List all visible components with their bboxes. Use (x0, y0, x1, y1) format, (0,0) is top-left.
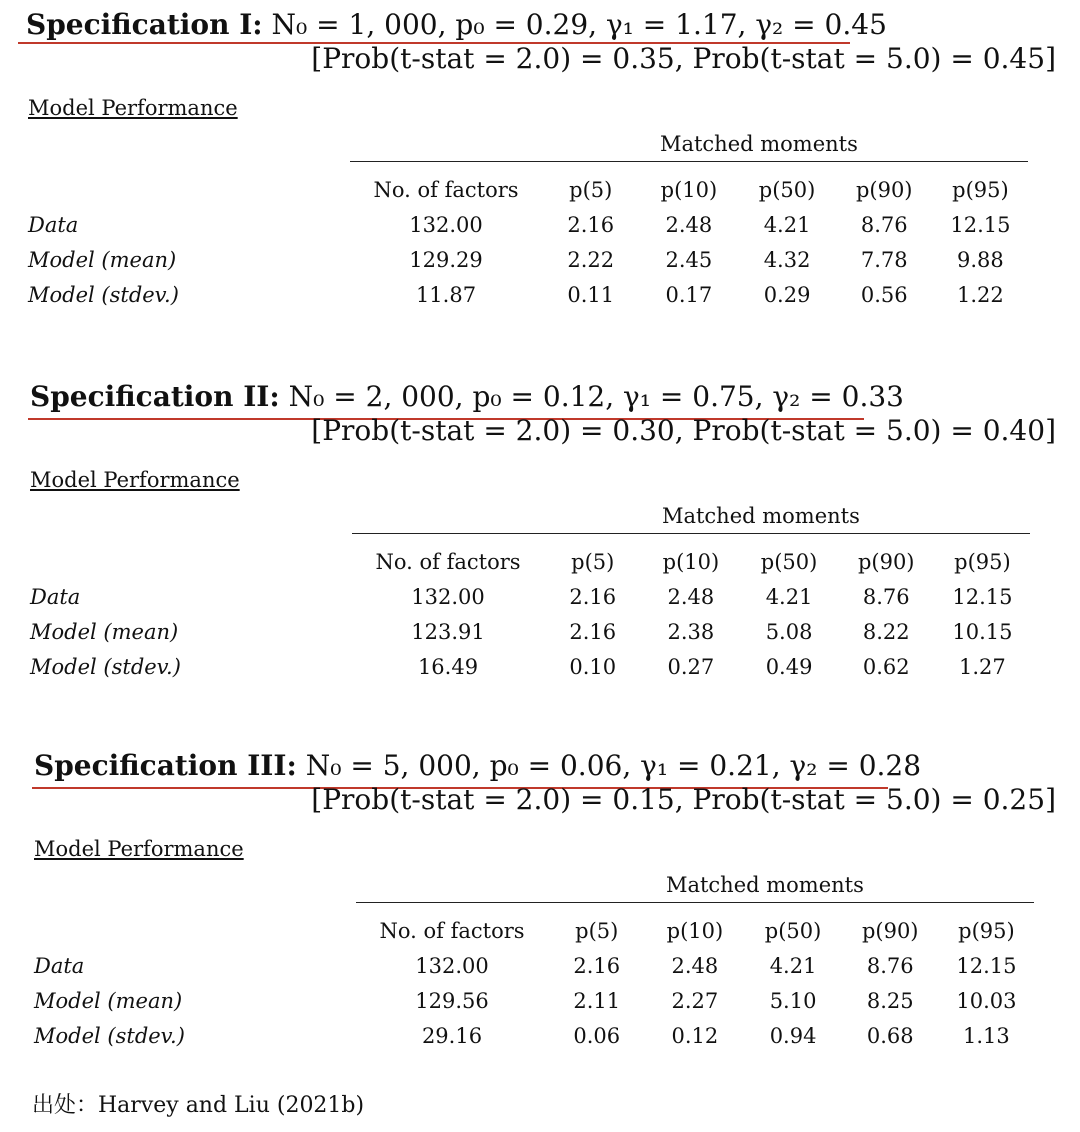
col-header: No. of factors (375, 549, 521, 574)
table-row (34, 1018, 1034, 1053)
cell: 8.76 (866, 953, 914, 978)
cell: 0.49 (765, 654, 813, 679)
table-header-row (34, 913, 1034, 948)
spec-prob: [Prob(t-stat = 2.0) = 0.30, Prob(t-stat = 5.0) = 0.40] (311, 414, 1056, 447)
col-header: p(50) (758, 177, 816, 202)
row-label: Model (stdev.) (30, 654, 181, 679)
cell: 1.13 (963, 1023, 1010, 1048)
cell: 12.15 (952, 584, 1013, 609)
cell: 0.56 (860, 282, 908, 307)
row-label: Model (mean) (34, 988, 183, 1013)
spec-title-label: Specification III: (34, 749, 297, 782)
col-header: p(90) (857, 549, 915, 574)
performance-table (30, 498, 1030, 684)
table-header-row (28, 172, 1028, 207)
cell: 129.56 (415, 988, 489, 1013)
col-header: p(50) (764, 918, 822, 943)
matched-moments-header: Matched moments (659, 131, 858, 156)
spec-prob: [Prob(t-stat = 2.0) = 0.35, Prob(t-stat = 5.0) = 0.45] (311, 42, 1056, 75)
col-header: p(10) (666, 918, 724, 943)
cell: 11.87 (415, 282, 477, 307)
col-header: p(90) (855, 177, 913, 202)
cell: 1.22 (957, 282, 1004, 307)
cell: 2.16 (567, 212, 615, 237)
performance-table (28, 126, 1028, 312)
col-header: p(95) (954, 549, 1011, 574)
col-header: p(10) (660, 177, 718, 202)
spec-params: N₀ = 2, 000, p₀ = 0.12, γ₁ = 0.75, γ₂ = 0.33 (288, 380, 904, 413)
cell: 10.03 (956, 988, 1017, 1013)
cell: 8.22 (862, 619, 910, 644)
cell: 2.16 (573, 953, 621, 978)
table-row (28, 207, 1028, 242)
cell: 2.16 (569, 584, 617, 609)
col-header: p(5) (575, 918, 619, 943)
cell: 2.16 (569, 619, 617, 644)
performance-table (34, 867, 1034, 1053)
cell: 9.88 (957, 247, 1004, 272)
col-header: No. of factors (379, 918, 525, 943)
matched-moments-header: Matched moments (661, 503, 860, 528)
table-row (28, 277, 1028, 312)
spec-title (30, 380, 904, 413)
cell: 2.45 (665, 247, 713, 272)
cell: 132.00 (415, 953, 489, 978)
row-label: Model (stdev.) (28, 282, 179, 307)
cell: 0.94 (769, 1023, 817, 1048)
cell: 1.27 (959, 654, 1006, 679)
cell: 0.10 (569, 654, 617, 679)
cell: 2.38 (667, 619, 715, 644)
table-row (34, 983, 1034, 1018)
row-label: Model (mean) (28, 247, 177, 272)
cell: 0.62 (862, 654, 910, 679)
model-performance-label: Model Performance (30, 468, 240, 492)
source-citation: 出处：Harvey and Liu (2021b) (32, 1093, 365, 1118)
cell: 0.17 (665, 282, 713, 307)
table-row (34, 948, 1034, 983)
cell: 0.29 (763, 282, 811, 307)
table-row (28, 242, 1028, 277)
cell: 12.15 (956, 953, 1017, 978)
model-performance-label: Model Performance (34, 837, 244, 861)
spec-prob: [Prob(t-stat = 2.0) = 0.15, Prob(t-stat = 5.0) = 0.25] (311, 783, 1056, 816)
col-header: p(5) (571, 549, 615, 574)
cell: 8.25 (866, 988, 914, 1013)
cell: 4.21 (765, 584, 813, 609)
cell: 132.00 (409, 212, 483, 237)
cell: 0.27 (667, 654, 715, 679)
col-header: p(90) (861, 918, 919, 943)
cell: 0.11 (567, 282, 615, 307)
cell: 10.15 (952, 619, 1013, 644)
cell: 2.48 (667, 584, 715, 609)
cell: 4.21 (769, 953, 817, 978)
row-label: Data (30, 584, 81, 609)
cell: 5.10 (769, 988, 817, 1013)
cell: 5.08 (765, 619, 813, 644)
model-performance-label: Model Performance (28, 96, 238, 120)
cell: 4.32 (763, 247, 811, 272)
cell: 8.76 (860, 212, 908, 237)
cell: 16.49 (417, 654, 479, 679)
table-row (30, 579, 1030, 614)
table-row (30, 649, 1030, 684)
cell: 0.68 (866, 1023, 914, 1048)
cell: 0.12 (671, 1023, 719, 1048)
matched-moments-header: Matched moments (665, 872, 864, 897)
spec-title-label: Specification I: (26, 8, 263, 41)
cell: 123.91 (411, 619, 485, 644)
row-label: Model (stdev.) (34, 1023, 185, 1048)
cell: 0.06 (573, 1023, 621, 1048)
spec-title (26, 8, 887, 41)
table-header-row (30, 544, 1030, 579)
row-label: Model (mean) (30, 619, 179, 644)
col-header: p(50) (760, 549, 818, 574)
cell: 2.48 (665, 212, 713, 237)
spec-params: N₀ = 1, 000, p₀ = 0.29, γ₁ = 1.17, γ₂ = 0.45 (271, 8, 887, 41)
col-header: p(5) (569, 177, 613, 202)
col-header: No. of factors (373, 177, 519, 202)
col-header: p(95) (958, 918, 1015, 943)
cell: 132.00 (411, 584, 485, 609)
spec-title-label: Specification II: (30, 380, 280, 413)
cell: 12.15 (950, 212, 1011, 237)
row-label: Data (28, 212, 79, 237)
row-label: Data (34, 953, 85, 978)
table-row (30, 614, 1030, 649)
cell: 8.76 (862, 584, 910, 609)
cell: 7.78 (860, 247, 908, 272)
cell: 2.11 (573, 988, 621, 1013)
col-header: p(95) (952, 177, 1009, 202)
cell: 2.27 (671, 988, 719, 1013)
spec-title (34, 749, 921, 782)
cell: 2.48 (671, 953, 719, 978)
cell: 2.22 (567, 247, 615, 272)
cell: 4.21 (763, 212, 811, 237)
col-header: p(10) (662, 549, 720, 574)
spec-params: N₀ = 5, 000, p₀ = 0.06, γ₁ = 0.21, γ₂ = 0.28 (305, 749, 922, 782)
cell: 29.16 (421, 1023, 483, 1048)
cell: 129.29 (409, 247, 483, 272)
